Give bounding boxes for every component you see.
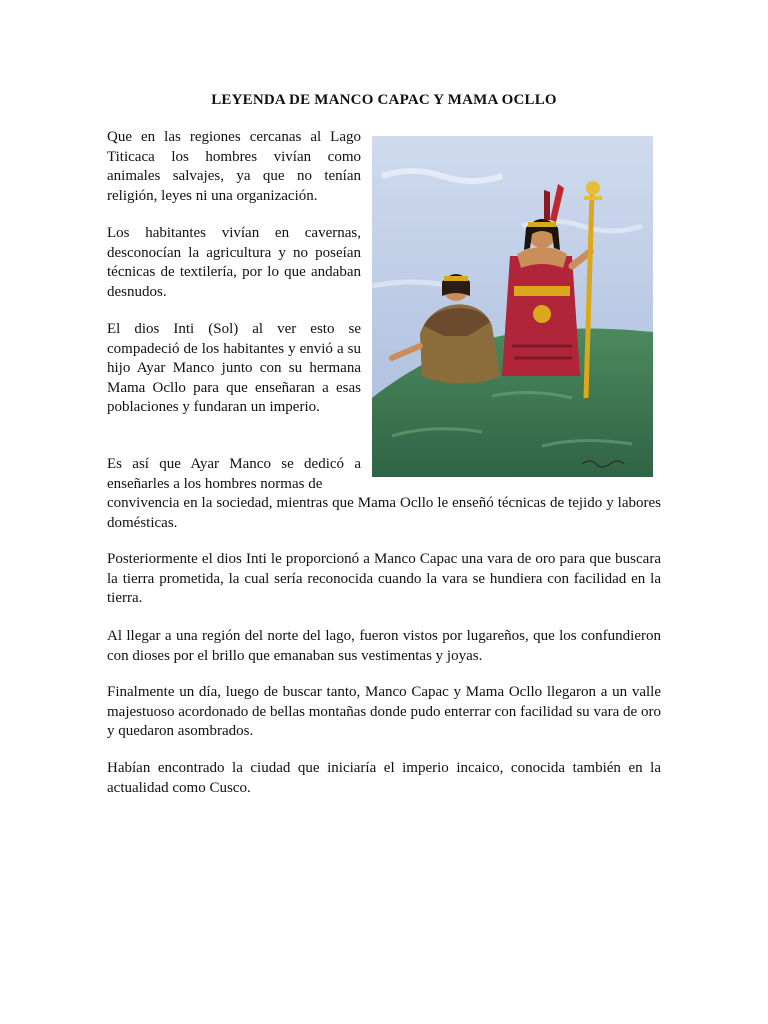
- paragraph-4-end: convivencia en la sociedad, mientras que Mama Ocllo le enseñó técnicas de tejido y labores domésticas.: [107, 495, 661, 531]
- paragraph-8: Habían encontrado la ciudad que iniciaría el imperio incaico, conocida también en la actualidad como Cusco.: [107, 760, 661, 796]
- paragraph-6: Al llegar a una región del norte del lago, fueron vistos por lugareños, que los confundieron con dioses por el brillo que emanaban sus vestimentas y joyas.: [107, 628, 661, 664]
- manco-capac-mama-ocllo-illustration: [372, 136, 653, 477]
- paragraph-7: Finalmente un día, luego de buscar tanto, Manco Capac y Mama Ocllo llegaron a un valle majestuoso acordonado de bellas montañas donde pudo enterrar con facilidad su vara de oro y quedaron asombrados.: [107, 684, 661, 739]
- paragraph-2: Los habitantes vivían en cavernas, desconocían la agricultura y no poseían técnicas de textilería, por lo que andaban desnudos.: [107, 225, 361, 300]
- paragraph-4-start: Es así que Ayar Manco se dedicó a enseñarles a los hombres normas de: [107, 456, 361, 492]
- page-title: LEYENDA DE MANCO CAPAC Y MAMA OCLLO: [211, 92, 557, 108]
- paragraph-5: Posteriormente el dios Inti le proporcionó a Manco Capac una vara de oro para que buscara la tierra prometida, la cual sería reconocida cuando la vara se hundiera con facilidad en la tierra.: [107, 551, 661, 606]
- paragraph-1: Que en las regiones cercanas al Lago Titicaca los hombres vivían como animales salvajes, ya que no tenían religión, leyes ni una organización.: [107, 129, 361, 204]
- paragraph-3: El dios Inti (Sol) al ver esto se compadeció de los habitantes y envió a su hijo Ayar Manco junto con su hermana Mama Ocllo para que enseñaran a esas poblaciones y fundaran un imperio.: [107, 321, 361, 415]
